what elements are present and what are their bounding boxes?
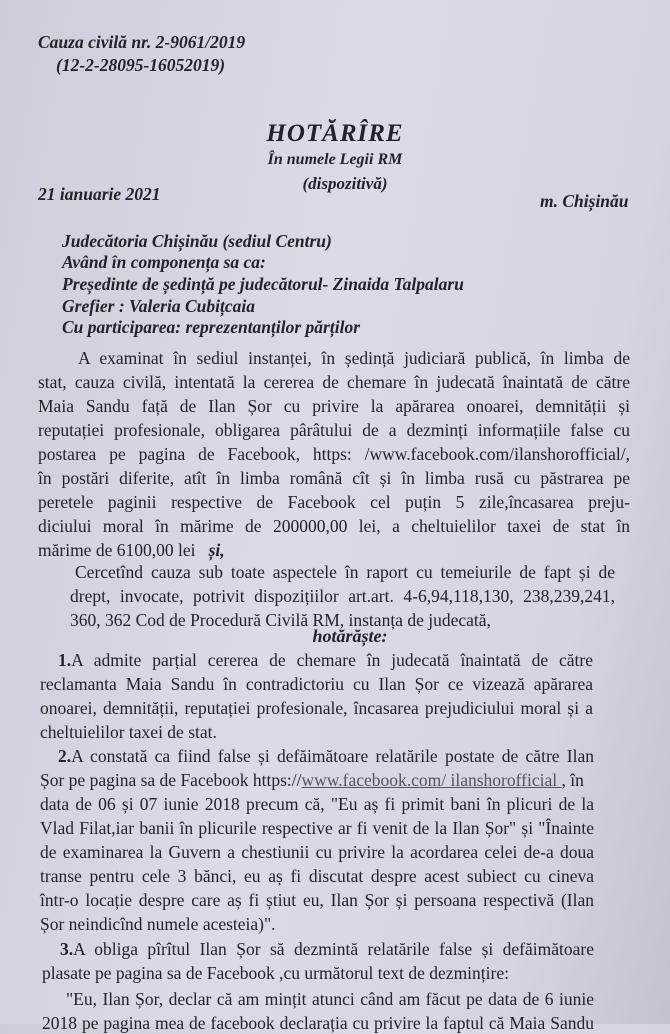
item-line: într-o locație despre care aș fi știut eu, Ilan Șor și persoana respectivă (Ilan — [40, 890, 594, 910]
item-line: de examinarea la Guvern a chestiunii cu privire la acordarea celei de-a doua — [40, 842, 594, 862]
decision-place: m. Chișinău — [540, 191, 629, 211]
item-line: Șor pe pagina sa de Facebook https:// — [40, 770, 302, 790]
court-line: Grefier : Valeria Cubițcaia — [62, 296, 255, 316]
court-line: Președinte de ședință pe judecătorul- Zinaida Talpalaru — [62, 274, 464, 294]
item-line: transe pentru cele 3 bănci, eu aș fi discutat despre acest subiect cu cineva — [40, 866, 594, 886]
paragraph-line: diciului moral în mărime de 200000,00 lei, a cheltuielilor taxei de stat în — [38, 516, 630, 536]
item-line: reclamanta Maia Sandu în contradictoriu cu Ilan Șor ce vizează apărarea — [40, 674, 593, 694]
item-number: 3. — [60, 939, 74, 959]
paragraph-line: peretele paginii respective de Facebook cel puțin 5 zile,încasarea preju- — [38, 492, 630, 512]
paragraph-end: și, — [208, 540, 225, 560]
court-line: Judecătoria Chișinău (sediul Centru) — [62, 231, 332, 251]
item-line: 2018 pe pagina mea de facebook declarația cu privire la faptul că Maia Sandu — [42, 1013, 594, 1033]
item-line: cheltuielilor taxei de stat. — [40, 722, 217, 742]
decides-heading: hotărăște: — [312, 626, 388, 646]
item-line: , în — [561, 770, 584, 790]
paragraph-line: în postări diferite, atît în limba română cît și în limba rusă cu păstrarea pe — [38, 468, 630, 488]
item-number: 2. — [58, 746, 72, 766]
paragraph-line: Maia Sandu față de Ilan Șor cu privire la apărarea onoarei, demnității și — [38, 396, 630, 416]
paragraph-line: postarea pe pagina de Facebook, https: /www.facebook.com/ilanshorofficial/, — [38, 444, 630, 464]
item-line: data de 06 și 07 iunie 2018 precum că, "Eu aș fi primit bani în plicuri de la — [40, 794, 594, 814]
paragraph-line: drept, invocate, potrivit dispozițiilor art.art. 4-6,94,118,130, 238,239,241, — [70, 586, 615, 606]
case-number: Cauza civilă nr. 2-9061/2019 — [38, 32, 246, 52]
paragraph-line: stat, cauza civilă, intentată la cererea de chemare în judecată înaintată de către — [38, 372, 630, 392]
paragraph-line: reputației profesionale, obligarea pârâtului de a dezminți informațiile false cu — [38, 420, 630, 440]
item-line: onoarei, demnității, reputației profesionale, încasarea prejudiciului moral și a — [40, 698, 593, 718]
paragraph-line: A examinat în sediul instanței, în ședință judiciară publică, în limba de — [78, 348, 630, 368]
document-title: HOTĂRÎRE — [266, 120, 404, 147]
decision-date: 21 ianuarie 2021 — [38, 184, 161, 204]
case-code: (12-2-28095-16052019) — [56, 55, 226, 75]
paragraph-line: Cercetînd cauza sub toate aspectele în raport cu temeiurile de fapt și de — [75, 562, 615, 582]
paragraph-line: mărime de 6100,00 lei — [38, 540, 209, 560]
item-line: plasate pe pagina sa de Facebook ,cu următorul text de dezmințire: — [42, 963, 509, 983]
court-line: Având în componența sa ca: — [62, 252, 266, 272]
item-line: A constată ca fiind false și defăimătoare relatările postate de către Ilan — [71, 746, 594, 766]
item-line: A admite parțial cererea de chemare în judecată înaintată de către — [71, 650, 593, 670]
item-line: Vlad Filat,iar banii în plicurile respective ar fi venit de la Ilan Șor" și "Înainte — [40, 818, 594, 838]
paragraph-line: 360, 362 Cod de Procedură Civilă RM, instanța de judecată, — [70, 610, 491, 630]
document-subtitle: În numele Legii RM — [267, 151, 403, 168]
court-line: Cu participarea: reprezentanților părților — [62, 317, 361, 337]
item-number: 1. — [58, 650, 72, 670]
document-type: (dispozitivă) — [302, 174, 388, 193]
item-line: A obliga pîrîtul Ilan Șor să dezmintă relatările false și defăimătoare — [73, 939, 594, 959]
item-line: Șor neindicînd numele acesteia)". — [40, 914, 276, 934]
facebook-link[interactable]: www.facebook.com/ ilanshorofficial — [301, 770, 562, 790]
item-line: "Eu, Ilan Șor, declar că am mințit atunci când am făcut pe data de 6 iunie — [66, 989, 594, 1009]
